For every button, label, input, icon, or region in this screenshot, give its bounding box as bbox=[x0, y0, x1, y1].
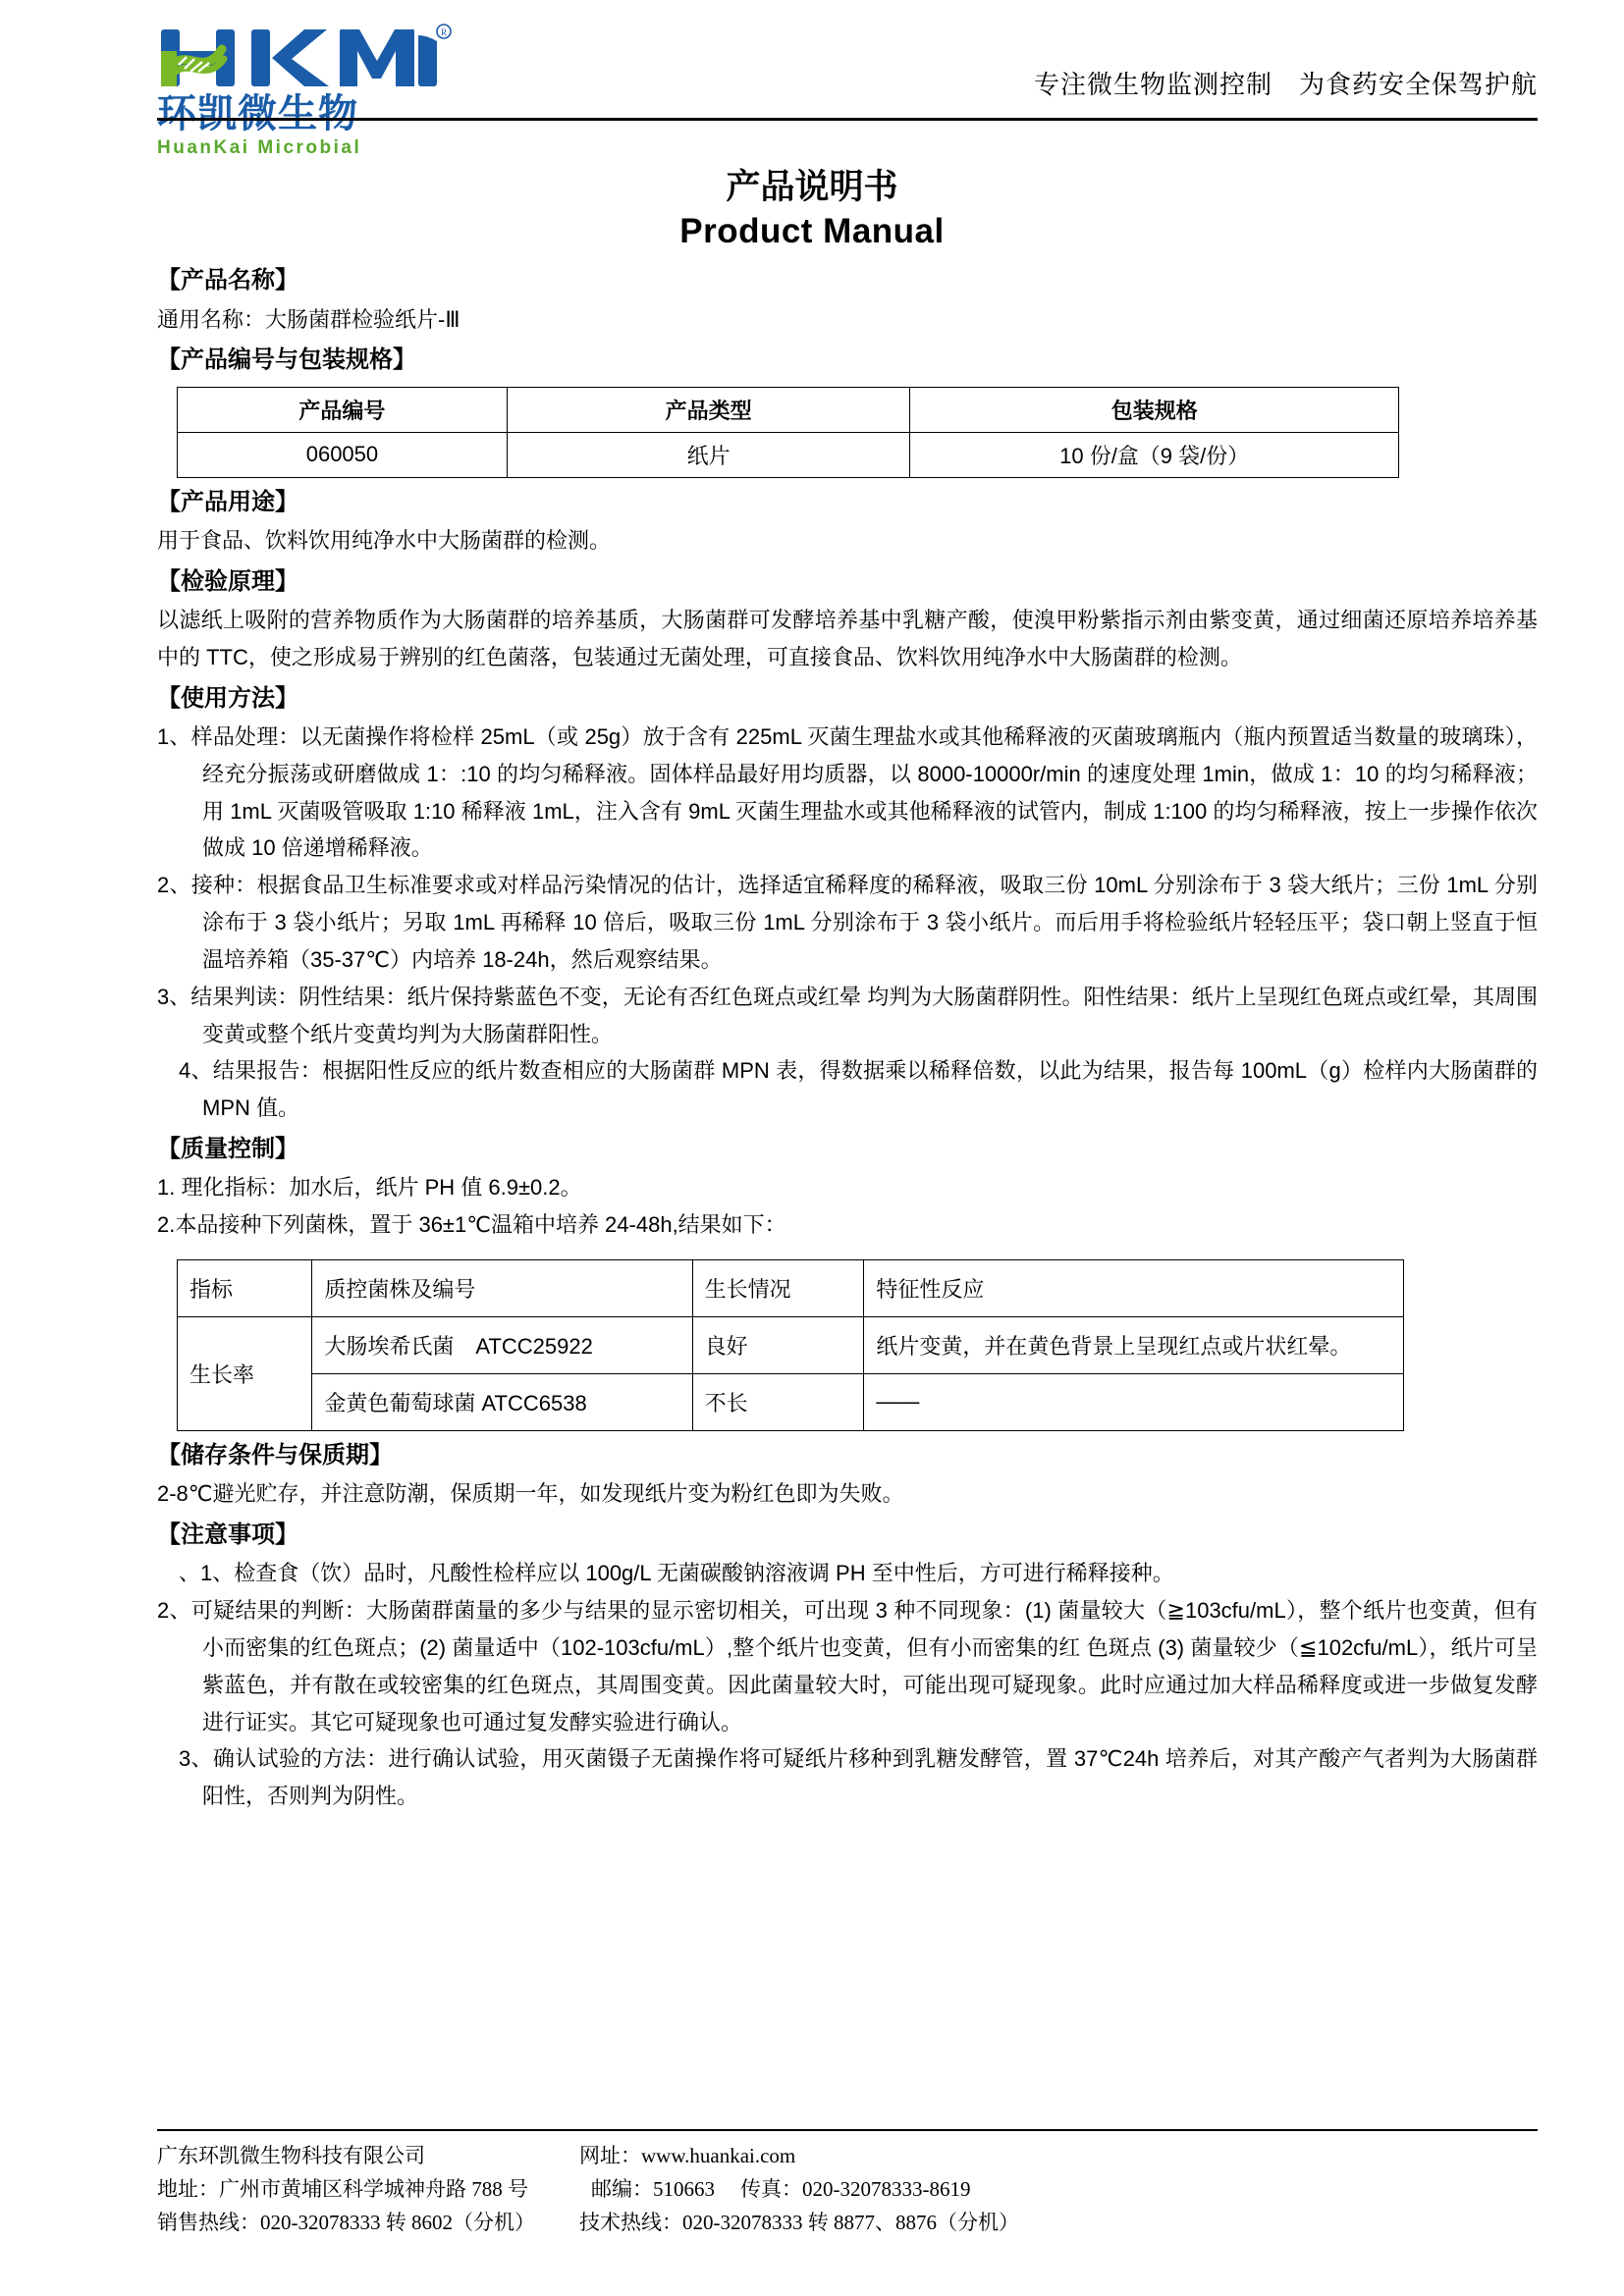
footer-right-column bbox=[579, 2139, 1538, 2239]
column-header-strain: 质控菌株及编号 bbox=[312, 1259, 692, 1316]
logo-company-en: HuanKai Microbial bbox=[157, 137, 362, 158]
note-item-2: 2、可疑结果的判断：大肠菌群菌量的多少与结果的显示密切相关，可出现 3 种不同现象：(1) 菌量较大（≧103cfu/mL），整个纸片也变黄，但有小而密集的红色斑点；(2) 菌量适中（102-103cfu/mL）,整个纸片也变黄，但有小而密集的红 色斑点 (3) 菌量较少（≦102cfu/mL），纸片可呈紫蓝色，并有散在或较密集的红色斑点，其周围变黄。因此菌量较大时，可能出现可疑现象。此时应通过加大样品稀释度或进一步做复发酵进行证实。其它可疑现象也可通过复发酵实验进行确认。 bbox=[157, 1598, 1538, 1735]
section-heading-quality-control: 【质量控制】 bbox=[157, 1136, 298, 1162]
column-header-growth: 生长情况 bbox=[692, 1259, 864, 1316]
method-step-4: 4、结果报告：根据阳性反应的纸片数查相应的大肠菌群 MPN 表，得数据乘以稀释倍数，以此为结果，报告每 100mL（g）检样内大肠菌群的 MPN 值。 bbox=[179, 1058, 1538, 1121]
document-title-block bbox=[0, 165, 1624, 252]
footer-tech-line bbox=[579, 2206, 1538, 2239]
method-step-1: 1、样品处理：以无菌操作将检样 25mL（或 25g）放于含有 225mL 灭菌生理盐水或其他稀释液的灭菌玻璃瓶内（瓶内预置适当数量的玻璃珠），经充分振荡或研磨做成 1：:10 的均匀稀释液。固体样品最好用均质器，以 8000-10000r/min 的速度处理 1min，做成 1：10 的均匀稀释液；用 1mL 灭菌吸管吸取 1:10 稀释液 1mL，注入含有 9mL 灭菌生理盐水或其他稀释液的试管内，制成 1:100 的均匀稀释液，按上一步操作依次做成 10 倍递增稀释液。 bbox=[157, 723, 1538, 861]
logo-company-cn: 环凯微生物 bbox=[157, 92, 358, 135]
table-row bbox=[178, 432, 1399, 477]
footer-address-label: 地址： bbox=[157, 2176, 219, 2201]
page-title-en: Product Manual bbox=[679, 211, 945, 250]
footer-left-column bbox=[157, 2139, 579, 2239]
table-header-row bbox=[178, 1259, 1404, 1316]
table-row bbox=[178, 1316, 1404, 1373]
document-body bbox=[0, 252, 1624, 1815]
cell-strain-2: 金黄色葡萄球菌 ATCC6538 bbox=[312, 1373, 692, 1430]
page-header bbox=[0, 0, 1624, 158]
header-tagline: 专注微生物监测控制 为食药安全保驾护航 bbox=[1033, 70, 1538, 99]
footer-website-label: 网址： bbox=[579, 2143, 641, 2167]
cell-reaction-1: 纸片变黄，并在黄色背景上呈现红点或片状红晕。 bbox=[864, 1316, 1404, 1373]
footer-tech-value: 020-32078333 转 8877、8876（分机） bbox=[682, 2210, 1019, 2234]
hkm-logo-icon bbox=[157, 22, 452, 98]
cell-reaction-2: —— bbox=[864, 1373, 1404, 1430]
column-header-product-type: 产品类型 bbox=[507, 387, 910, 432]
principle-text: 以滤纸上吸附的营养物质作为大肠菌群的培养基质，大肠菌群可发酵培养基中乳糖产酸，使溴甲粉紫指示剂由紫变黄，通过细菌还原培养培养基中的 TTC，使之形成易于辨别的红色菌落，包装通过无菌处理，可直接食品、饮料饮用纯净水中大肠菌群的检测。 bbox=[157, 607, 1538, 669]
footer-tech-label: 技术热线： bbox=[579, 2210, 682, 2234]
footer-fax-value: 020-32078333-8619 bbox=[802, 2176, 971, 2201]
header-divider bbox=[157, 118, 1538, 121]
table-row bbox=[178, 1373, 1404, 1430]
column-header-reaction: 特征性反应 bbox=[864, 1259, 1404, 1316]
cell-product-type: 纸片 bbox=[507, 432, 910, 477]
storage-text: 2-8℃避光贮存，并注意防潮，保质期一年，如发现纸片变为粉红色即为失败。 bbox=[157, 1481, 904, 1507]
footer-sales-line bbox=[157, 2206, 579, 2239]
footer-fax-label: 传真： bbox=[740, 2176, 802, 2201]
note-item-3: 3、确认试验的方法：进行确认试验，用灭菌镊子无菌操作将可疑纸片移种到乳糖发酵管，置 37℃24h 培养后，对其产酸产气者判为大肠菌群阳性，否则判为阴性。 bbox=[179, 1746, 1538, 1809]
cell-package-spec: 10 份/盒（9 袋/份） bbox=[910, 432, 1399, 477]
section-heading-notes: 【注意事项】 bbox=[157, 1522, 298, 1549]
svg-text:R: R bbox=[440, 27, 448, 37]
footer-address-line bbox=[157, 2172, 579, 2206]
cell-growth-1: 良好 bbox=[692, 1316, 864, 1373]
column-header-package-spec: 包装规格 bbox=[910, 387, 1399, 432]
column-header-indicator: 指标 bbox=[178, 1259, 312, 1316]
section-heading-product-name: 【产品名称】 bbox=[157, 267, 298, 294]
footer-website-line bbox=[579, 2139, 1538, 2172]
qc-physicochemical-line: 1. 理化指标：加水后，纸片 PH 值 6.9±0.2。 bbox=[157, 1175, 582, 1201]
table-header-row bbox=[178, 387, 1399, 432]
cell-product-code: 060050 bbox=[178, 432, 508, 477]
section-heading-method: 【使用方法】 bbox=[157, 684, 298, 712]
method-step-3: 3、结果判读：阴性结果：纸片保持紫蓝色不变，无论有否红色斑点或红晕 均判为大肠菌群阴性。阳性结果：纸片上呈现红色斑点或红晕，其周围变黄或整个纸片变黄均判为大肠菌群阳性。 bbox=[157, 984, 1538, 1046]
method-step-2: 2、接种：根据食品卫生标准要求或对样品污染情况的估计，选择适宜稀释度的稀释液，吸取三份 10mL 分别涂布于 3 袋大纸片；三份 1mL 分别涂布于 3 袋小纸片；另取 1mL 再稀释 10 倍后，吸取三份 1mL 分别涂布于 3 袋小纸片。而后用手将检验纸片轻轻压平；袋口朝上竖直于恒温培养箱（35-37℃）内培养 18-24h，然后观察结果。 bbox=[157, 873, 1538, 972]
cell-strain-1: 大肠埃希氏菌 ATCC25922 bbox=[312, 1316, 692, 1373]
page-title-cn: 产品说明书 bbox=[726, 168, 898, 206]
note-item-1: 、1、检查食（饮）品时，凡酸性检样应以 100g/L 无菌碳酸钠溶液调 PH 至中性后，方可进行稀释接种。 bbox=[179, 1561, 1174, 1586]
section-heading-spec: 【产品编号与包装规格】 bbox=[157, 347, 416, 374]
section-heading-usage-purpose: 【产品用途】 bbox=[157, 488, 298, 515]
footer-postcode-value: 510663 bbox=[653, 2176, 715, 2201]
footer-company-name: 广东环凯微生物科技有限公司 bbox=[157, 2143, 425, 2167]
section-heading-principle: 【检验原理】 bbox=[157, 567, 298, 595]
cell-growth-rate-label: 生长率 bbox=[178, 1316, 312, 1430]
footer-website-value[interactable]: www.huankai.com bbox=[641, 2143, 796, 2167]
product-spec-table bbox=[177, 387, 1399, 478]
footer-address-value: 广州市黄埔区科学城神舟路 788 号 bbox=[219, 2176, 528, 2201]
cell-growth-2: 不长 bbox=[692, 1373, 864, 1430]
column-header-product-code: 产品编号 bbox=[178, 387, 508, 432]
footer-postcode-fax-line bbox=[579, 2172, 1538, 2206]
qc-inoculation-line: 2.本品接种下列菌株，置于 36±1℃温箱中培养 24-48h,结果如下： bbox=[157, 1212, 786, 1238]
footer-postcode-label: 邮编： bbox=[591, 2176, 653, 2201]
product-generic-name: 通用名称：大肠菌群检验纸片-Ⅲ bbox=[157, 306, 460, 332]
page-footer bbox=[157, 2129, 1538, 2239]
usage-purpose-text: 用于食品、饮料饮用纯净水中大肠菌群的检测。 bbox=[157, 527, 612, 553]
footer-divider bbox=[157, 2129, 1538, 2131]
quality-control-table bbox=[177, 1259, 1404, 1431]
company-logo bbox=[157, 22, 471, 157]
footer-sales-value: 020-32078333 转 8602（分机） bbox=[260, 2210, 535, 2234]
section-heading-storage: 【储存条件与保质期】 bbox=[157, 1441, 393, 1468]
footer-sales-label: 销售热线： bbox=[157, 2210, 260, 2234]
